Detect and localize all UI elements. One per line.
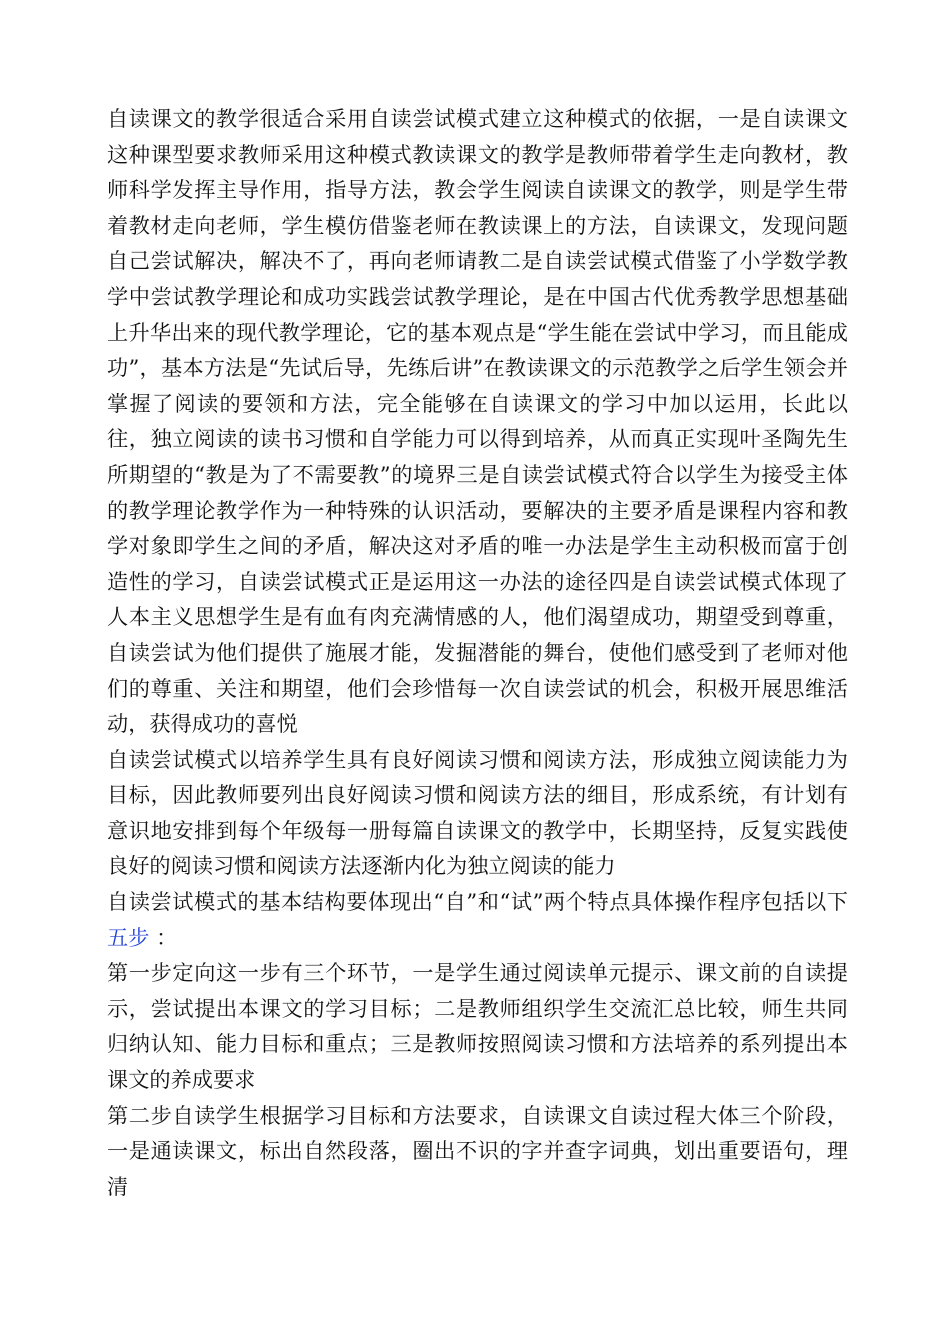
document-body xyxy=(107,101,848,1204)
structure-text: 自读尝试模式的基本结构要体现出“自”和“试”两个特点具体操作程序包括以下 xyxy=(107,889,848,915)
paragraph-structure xyxy=(107,884,848,955)
paragraph-step-one: 第一步定向这一步有三个环节，一是学生通过阅读单元提示、课文前的自读提示，尝试提出本课文的学习目标；二是教师组织学生交流汇总比较，师生共同归纳认知、能力目标和重点；三是教师按照阅读习惯和方法培养的系列提出本课文的养成要求 xyxy=(107,960,848,1093)
paragraph-rationale: 自读课文的教学很适合采用自读尝试模式建立这种模式的依据，一是自读课文这种课型要求教师采用这种模式教读课文的教学是教师带着学生走向教材，教师科学发挥主导作用，指导方法，教会学生阅读自读课文的教学，则是学生带着教材走向老师，学生模仿借鉴老师在教读课上的方法，自读课文，发现问题自己尝试解决，解决不了，再向老师请教二是自读尝试模式借鉴了小学数学教学中尝试教学理论和成功实践尝试教学理论，是在中国古代优秀教学思想基础上升华出来的现代教学理论，它的基本观点是“学生能在尝试中学习，而且能成功”，基本方法是“先试后导，先练后讲”在教读课文的示范教学之后学生领会并掌握了阅读的要领和方法，完全能够在自读课文的学习中加以运用，长此以往，独立阅读的读书习惯和自学能力可以得到培养，从而真正实现叶圣陶先生所期望的“教是为了不需要教”的境界三是自读尝试模式符合以学生为接受主体的教学理论教学作为一种特殊的认识活动，要解决的主要矛盾是课程内容和教学对象即学生之间的矛盾，解决这对矛盾的唯一办法是学生主动积极而富于创造性的学习，自读尝试模式正是运用这一办法的途径四是自读尝试模式体现了人本主义思想学生是有血有肉充满情感的人，他们渴望成功，期望受到尊重，自读尝试为他们提供了施展才能，发掘潜能的舞台，使他们感受到了老师对他们的尊重、关注和期望，他们会珍惜每一次自读尝试的机会，积极开展思维活动，获得成功的喜悦 xyxy=(107,106,848,737)
paragraph-step-two: 第二步自读学生根据学习目标和方法要求，自读课文自读过程大体三个阶段，一是通读课文，标出自然段落，圈出不识的字并查字词典，划出重要语句，理清 xyxy=(107,1102,848,1199)
structure-colon: ： xyxy=(149,924,178,950)
five-steps-link[interactable]: 五步 xyxy=(107,924,150,950)
paragraph-goal: 自读尝试模式以培养学生具有良好阅读习惯和阅读方法，形成独立阅读能力为目标，因此教师要列出良好阅读习惯和阅读方法的细目，形成系统，有计划有意识地安排到每个年级每一册每篇自读课文的教学中，长期坚持，反复实践使良好的阅读习惯和阅读方法逐渐内化为独立阅读的能力 xyxy=(107,746,848,879)
